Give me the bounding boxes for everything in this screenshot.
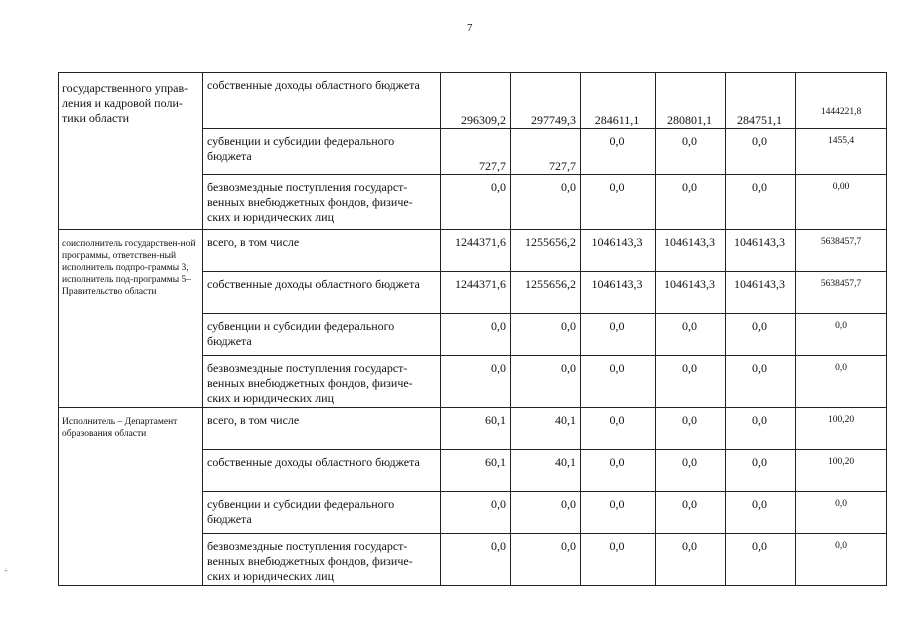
value-cell: 0,0 — [581, 356, 656, 408]
value-cell: 1244371,6 — [441, 230, 511, 272]
value-cell: 0,0 — [511, 175, 581, 230]
executor-cell: государственного управ-ления и кадровой поли-тики области — [59, 73, 203, 230]
value-cell: 280801,1 — [656, 73, 726, 129]
value-cell: 0,0 — [726, 534, 796, 586]
value-cell: 0,0 — [656, 492, 726, 534]
value-cell: 0,0 — [726, 408, 796, 450]
value-cell: 0,0 — [511, 356, 581, 408]
value-cell: 727,7 — [441, 129, 511, 175]
table-row — [59, 73, 887, 129]
executor-cell: Исполнитель – Департамент образования области — [59, 408, 203, 586]
value-cell: 1046143,3 — [581, 230, 656, 272]
value-cell: 0,0 — [581, 534, 656, 586]
value-cell: 1255656,2 — [511, 272, 581, 314]
value-cell: 0,0 — [511, 492, 581, 534]
value-cell: 0,0 — [656, 175, 726, 230]
funding-source-cell: собственные доходы областного бюджета — [203, 450, 441, 492]
value-cell: 60,1 — [441, 408, 511, 450]
margin-mark: ÷ — [4, 567, 8, 575]
value-cell: 0,0 — [656, 129, 726, 175]
value-cell: 0,0 — [511, 534, 581, 586]
total-cell: 0,00 — [796, 175, 887, 230]
table-row — [59, 408, 887, 450]
total-cell: 0,0 — [796, 492, 887, 534]
value-cell: 0,0 — [726, 129, 796, 175]
value-cell: 296309,2 — [441, 73, 511, 129]
value-cell: 0,0 — [581, 175, 656, 230]
funding-source-cell: субвенции и субсидии федерального бюджета — [203, 492, 441, 534]
value-cell: 0,0 — [441, 534, 511, 586]
value-cell: 0,0 — [656, 314, 726, 356]
value-cell: 0,0 — [581, 408, 656, 450]
budget-table — [58, 72, 887, 586]
funding-source-cell: собственные доходы областного бюджета — [203, 73, 441, 129]
total-cell: 1444221,8 — [796, 73, 887, 129]
value-cell: 0,0 — [726, 450, 796, 492]
value-cell: 0,0 — [441, 492, 511, 534]
funding-source-cell: собственные доходы областного бюджета — [203, 272, 441, 314]
total-cell: 100,20 — [796, 450, 887, 492]
value-cell: 1244371,6 — [441, 272, 511, 314]
total-cell: 0,0 — [796, 314, 887, 356]
value-cell: 1046143,3 — [656, 230, 726, 272]
value-cell: 0,0 — [581, 129, 656, 175]
funding-source-cell: субвенции и субсидии федерального бюджета — [203, 129, 441, 175]
value-cell: 1046143,3 — [581, 272, 656, 314]
total-cell: 0,0 — [796, 534, 887, 586]
value-cell: 0,0 — [726, 314, 796, 356]
value-cell: 727,7 — [511, 129, 581, 175]
value-cell: 284611,1 — [581, 73, 656, 129]
value-cell: 1046143,3 — [726, 272, 796, 314]
value-cell: 0,0 — [656, 356, 726, 408]
value-cell: 0,0 — [441, 314, 511, 356]
value-cell: 0,0 — [726, 175, 796, 230]
value-cell: 1255656,2 — [511, 230, 581, 272]
funding-source-cell: безвозмездные поступления государст-венных внебюджетных фондов, физиче-ских и юридических лиц — [203, 534, 441, 586]
value-cell: 0,0 — [656, 408, 726, 450]
table-row — [59, 230, 887, 272]
funding-source-cell: безвозмездные поступления государст-венных внебюджетных фондов, физиче-ских и юридических лиц — [203, 175, 441, 230]
value-cell: 0,0 — [441, 356, 511, 408]
value-cell: 0,0 — [726, 492, 796, 534]
funding-source-cell: всего, в том числе — [203, 230, 441, 272]
funding-source-cell: субвенции и субсидии федерального бюджета — [203, 314, 441, 356]
value-cell: 1046143,3 — [726, 230, 796, 272]
funding-source-cell: безвозмездные поступления государст-венных внебюджетных фондов, физиче-ских и юридических лиц — [203, 356, 441, 408]
value-cell: 0,0 — [726, 356, 796, 408]
value-cell: 284751,1 — [726, 73, 796, 129]
value-cell: 1046143,3 — [656, 272, 726, 314]
total-cell: 5638457,7 — [796, 272, 887, 314]
value-cell: 40,1 — [511, 408, 581, 450]
value-cell: 0,0 — [656, 450, 726, 492]
value-cell: 297749,3 — [511, 73, 581, 129]
total-cell: 1455,4 — [796, 129, 887, 175]
value-cell: 0,0 — [581, 314, 656, 356]
total-cell: 0,0 — [796, 356, 887, 408]
executor-cell: соисполнитель государствен-ной программы, ответствен-ный исполнитель подпро-граммы 3, исполнитель под-программы 5– Правительство области — [59, 230, 203, 408]
value-cell: 0,0 — [581, 450, 656, 492]
total-cell: 100,20 — [796, 408, 887, 450]
value-cell: 40,1 — [511, 450, 581, 492]
value-cell: 60,1 — [441, 450, 511, 492]
total-cell: 5638457,7 — [796, 230, 887, 272]
value-cell: 0,0 — [441, 175, 511, 230]
value-cell: 0,0 — [581, 492, 656, 534]
funding-source-cell: всего, в том числе — [203, 408, 441, 450]
value-cell: 0,0 — [656, 534, 726, 586]
value-cell: 0,0 — [511, 314, 581, 356]
page-number: 7 — [467, 22, 473, 34]
